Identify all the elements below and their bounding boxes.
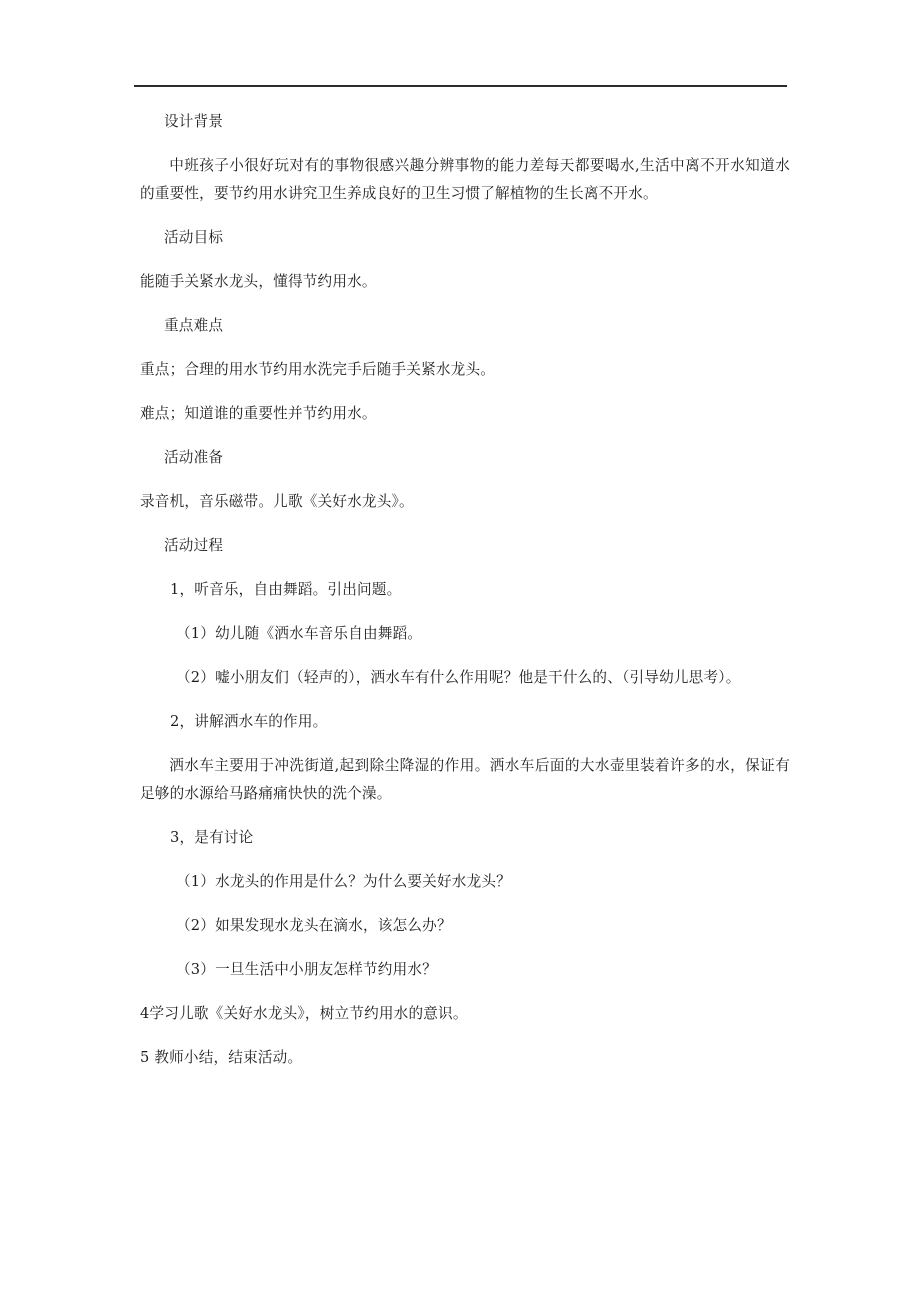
- p-step1: 1，听音乐，自由舞蹈。引出问题。: [170, 581, 402, 598]
- p-step3-1: （1）水龙头的作用是什么？为什么要关好水龙头？: [176, 873, 511, 890]
- header-separator-rule: [134, 85, 787, 87]
- p-step2-body: 洒水车主要用于冲洗街道‚起到除尘降湿的作用。洒水车后面的大水壶里装着许多的水，保证有足够的水源给马路痛痛快快的洗个澡。: [140, 757, 790, 802]
- p-background: 中班孩子小很好玩对有的事物很感兴趣分辨事物的能力差每天都要喝水‚生活中离不开水知道水的重要性，要节约用水讲究卫生养成良好的卫生习惯了解植物的生长离不开水。: [140, 157, 790, 202]
- p-prep: 录音机，音乐磁带。儿歌《关好水龙头》。: [140, 493, 414, 510]
- p-step5: 5 教师小结，结束活动。: [140, 1049, 303, 1066]
- h-background: 设计背景: [164, 113, 224, 130]
- p-step3: 3，是有讨论: [170, 829, 254, 846]
- p-step1-1: （1）幼儿随《洒水车音乐自由舞蹈。: [176, 625, 423, 642]
- document-body: [140, 108, 790, 1088]
- h-keypoints: 重点难点: [164, 317, 224, 334]
- h-goals: 活动目标: [164, 229, 224, 246]
- p-step3-3: （3）一旦生活中小朋友怎样节约用水？: [176, 961, 437, 978]
- p-keypoint: 重点；合理的用水节约用水洗完手后随手关紧水龙头。: [140, 361, 496, 378]
- h-process: 活动过程: [164, 537, 224, 554]
- p-difficulty: 难点；知道谁的重要性并节约用水。: [140, 405, 377, 422]
- h-prep: 活动准备: [164, 449, 224, 466]
- p-goals: 能随手关紧水龙头，懂得节约用水。: [140, 273, 377, 290]
- p-step3-2: （2）如果发现水龙头在滴水，该怎么办？: [176, 917, 452, 934]
- p-step2: 2，讲解洒水车的作用。: [170, 713, 328, 730]
- p-step4: 4学习儿歌《关好水龙头》，树立节约用水的意识。: [140, 1005, 468, 1022]
- p-step1-2: （2）嘘小朋友们（轻声的），洒水车有什么作用呢？他是干什么的、（引导幼儿思考）。: [176, 669, 741, 686]
